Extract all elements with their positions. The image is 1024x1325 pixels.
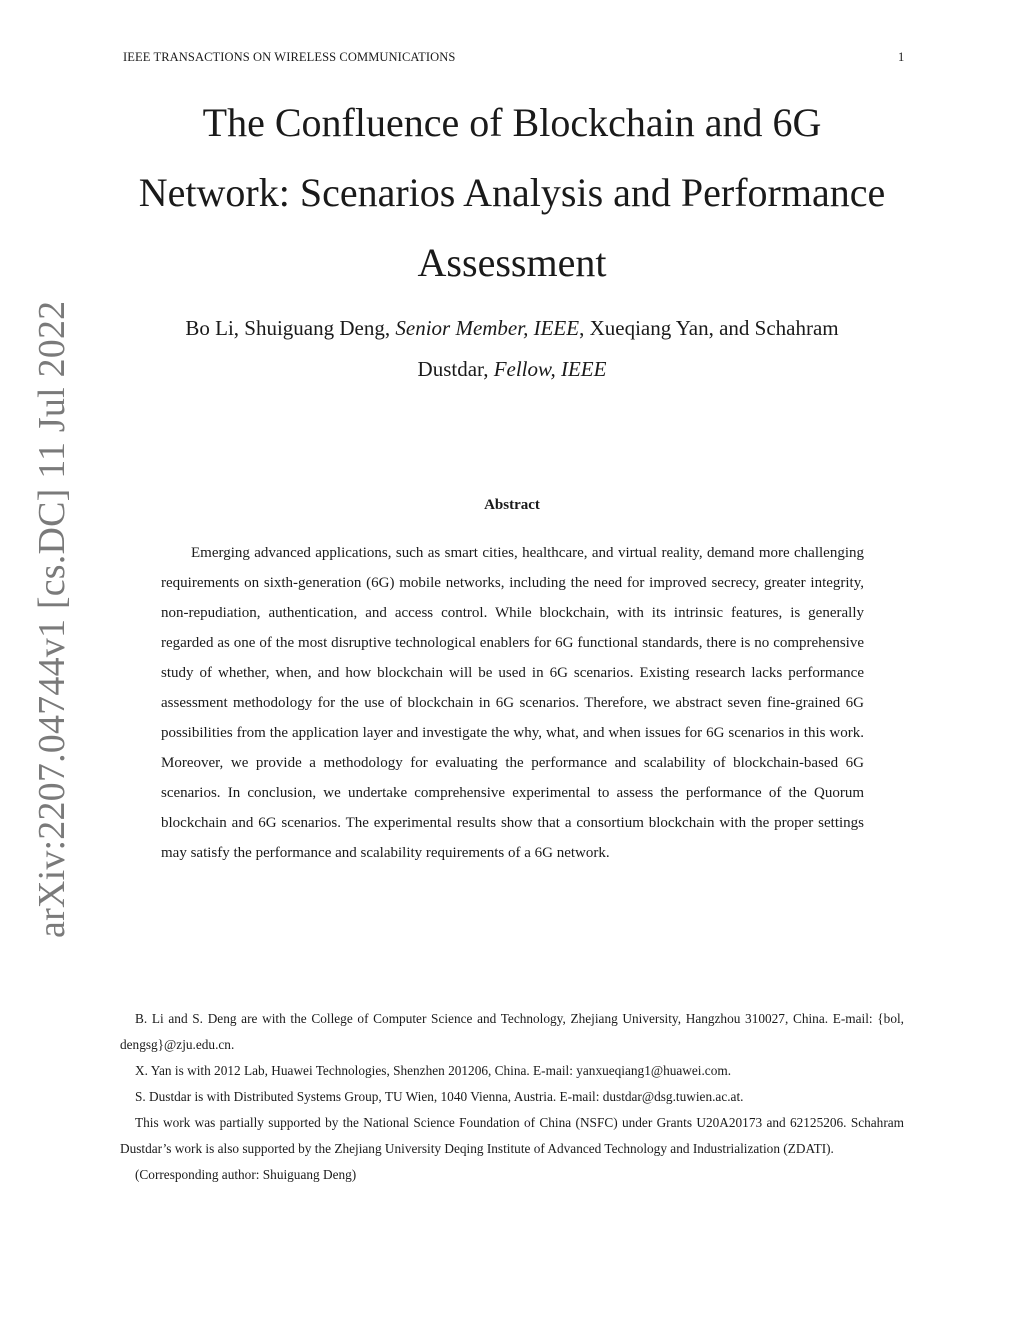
footnote-affiliation-dustdar: S. Dustdar is with Distributed Systems Group, TU Wien, 1040 Vienna, Austria. E-mail: dustdar@dsg.tuwien.ac.at. xyxy=(135,1089,744,1104)
title-line-3: Assessment xyxy=(417,240,607,285)
page-number: 1 xyxy=(898,50,905,64)
paper-title xyxy=(110,88,914,298)
title-line-2: Network: Scenarios Analysis and Performance xyxy=(138,170,886,215)
abstract-text: Emerging advanced applications, such as smart cities, healthcare, and virtual reality, demand more challenging requirements on sixth-generation (6G) mobile networks, including the need for improved secrecy, greater integrity, non-repudiation, authentication, and access control. While blockchain, with its intrinsic features, is generally regarded as one of the most disruptive technological enablers for 6G functional standards, there is no comprehensive study of whether, when, and how blockchain will be used in 6G scenarios. Existing research lacks performance assessment methodology for the use of blockchain in 6G scenarios. Therefore, we abstract seven fine-grained 6G possibilities from the application layer and investigate the why, what, and when issues for 6G scenarios in this work. Moreover, we provide a methodology for evaluating the performance and scalability of blockchain-based 6G scenarios. In conclusion, we undertake comprehensive experimental to assess the performance of the Quorum blockchain and 6G scenarios. The experimental results show that a consortium blockchain with the proper settings may satisfy the performance and scalability requirements of a 6G network. xyxy=(161,545,864,861)
author-names-3: Dustdar, xyxy=(417,357,494,381)
author-line-1 xyxy=(100,308,924,349)
abstract-heading: Abstract xyxy=(484,497,540,513)
author-role-1: Senior Member, IEEE xyxy=(395,316,580,340)
author-names-2: , Xueqiang Yan, and Schahram xyxy=(579,316,839,340)
author-names-1: Bo Li, Shuiguang Deng, xyxy=(185,316,396,340)
footnote-corresponding-author: (Corresponding author: Shuiguang Deng) xyxy=(135,1167,357,1182)
footnote-funding: This work was partially supported by the National Science Foundation of China (NSFC) under Grants U20A20173 and 62125206. Schahram Dustdar’s work is also supported by the Zhejiang University Deqing Institute of Advanced Technology and Industrialization (ZDATI). xyxy=(120,1115,904,1156)
arxiv-identifier[interactable]: arXiv:2207.04744v1 [cs.DC] 11 Jul 2022 xyxy=(31,300,73,938)
author-line-2 xyxy=(100,349,924,390)
title-line-1: The Confluence of Blockchain and 6G xyxy=(202,100,822,145)
author-role-2: Fellow, IEEE xyxy=(493,357,607,381)
footnotes xyxy=(120,1006,904,1188)
footnote-affiliation-li-deng: B. Li and S. Deng are with the College of Computer Science and Technology, Zhejiang University, Hangzhou 310027, China. E-mail: {bol, dengsg}@zju.edu.cn. xyxy=(120,1011,904,1052)
footnote-affiliation-yan: X. Yan is with 2012 Lab, Huawei Technologies, Shenzhen 201206, China. E-mail: yanxueqiang1@huawei.com. xyxy=(135,1063,732,1078)
author-list xyxy=(100,308,924,390)
running-head: IEEE TRANSACTIONS ON WIRELESS COMMUNICATIONS xyxy=(123,50,456,64)
